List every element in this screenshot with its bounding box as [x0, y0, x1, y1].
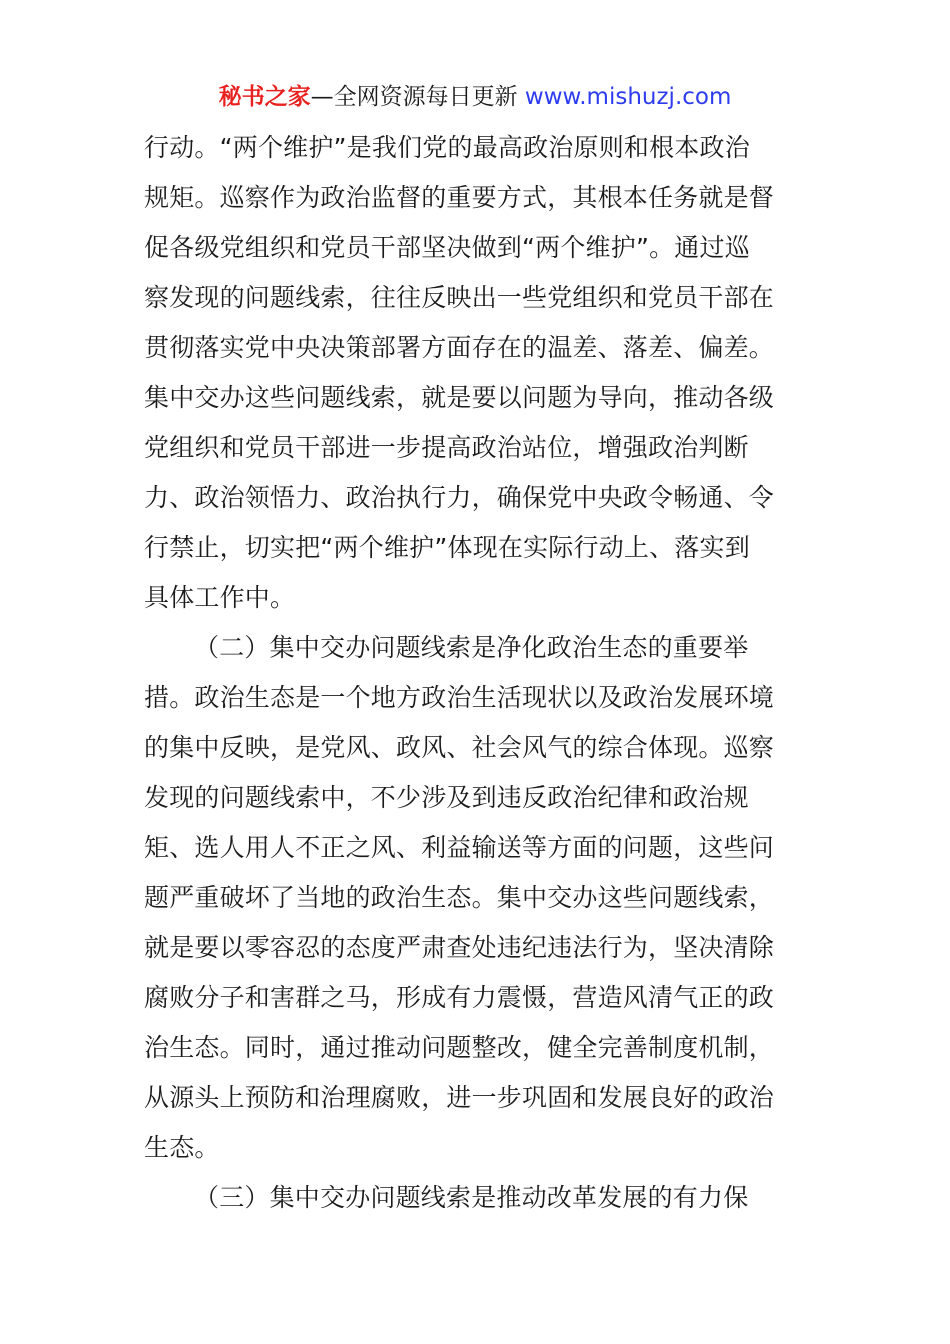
section-heading-line: （二）集中交办问题线索是净化政治生态的重要举: [194, 633, 749, 662]
text-line: 党组织和党员干部进一步提高政治站位，增强政治判断: [144, 433, 749, 462]
text-line: 集中交办这些问题线索，就是要以问题为导向，推动各级: [144, 383, 775, 412]
text-line: 就是要以零容忍的态度严肃查处违纪违法行为，坚决清除: [144, 933, 775, 962]
site-tagline: —全网资源每日更新: [310, 84, 518, 110]
text-line: 贯彻落实党中央决策部署方面存在的温差、落差、偏差。: [144, 333, 775, 362]
text-line: 行动。“两个维护”是我们党的最高政治原则和根本政治: [144, 133, 750, 162]
text-line: 力、政治领悟力、政治执行力，确保党中央政令畅通、令: [144, 483, 775, 512]
text-line: 规矩。巡察作为政治监督的重要方式，其根本任务就是督: [144, 183, 775, 212]
text-line: 具体工作中。: [144, 583, 296, 612]
text-line: 发现的问题线索中，不少涉及到违反政治纪律和政治规: [144, 783, 749, 812]
text-line: 的集中反映，是党风、政风、社会风气的综合体现。巡察: [144, 733, 775, 762]
text-line: 腐败分子和害群之马，形成有力震慑，营造风清气正的政: [144, 983, 775, 1012]
text-line: 治生态。同时，通过推动问题整改，健全完善制度机制，: [144, 1033, 775, 1062]
page-header: [0, 80, 950, 114]
text-line: 矩、选人用人不正之风、利益输送等方面的问题，这些问: [144, 833, 775, 862]
text-line: 生态。: [144, 1133, 220, 1162]
text-line: 促各级党组织和党员干部坚决做到“两个维护”。通过巡: [144, 233, 750, 262]
document-body: [144, 123, 808, 1223]
site-brand: 秘书之家: [218, 84, 311, 110]
text-line: 题严重破坏了当地的政治生态。集中交办这些问题线索，: [144, 883, 775, 912]
text-line: 行禁止，切实把“两个维护”体现在实际行动上、落实到: [144, 533, 750, 562]
section-heading-line: （三）集中交办问题线索是推动改革发展的有力保: [194, 1183, 749, 1212]
text-line: 察发现的问题线索，往往反映出一些党组织和党员干部在: [144, 283, 775, 312]
text-line: 从源头上预防和治理腐败，进一步巩固和发展良好的政治: [144, 1083, 775, 1112]
text-line: 措。政治生态是一个地方政治生活现状以及政治发展环境: [144, 683, 775, 712]
site-url-link[interactable]: www.mishuzj.com: [524, 84, 732, 110]
